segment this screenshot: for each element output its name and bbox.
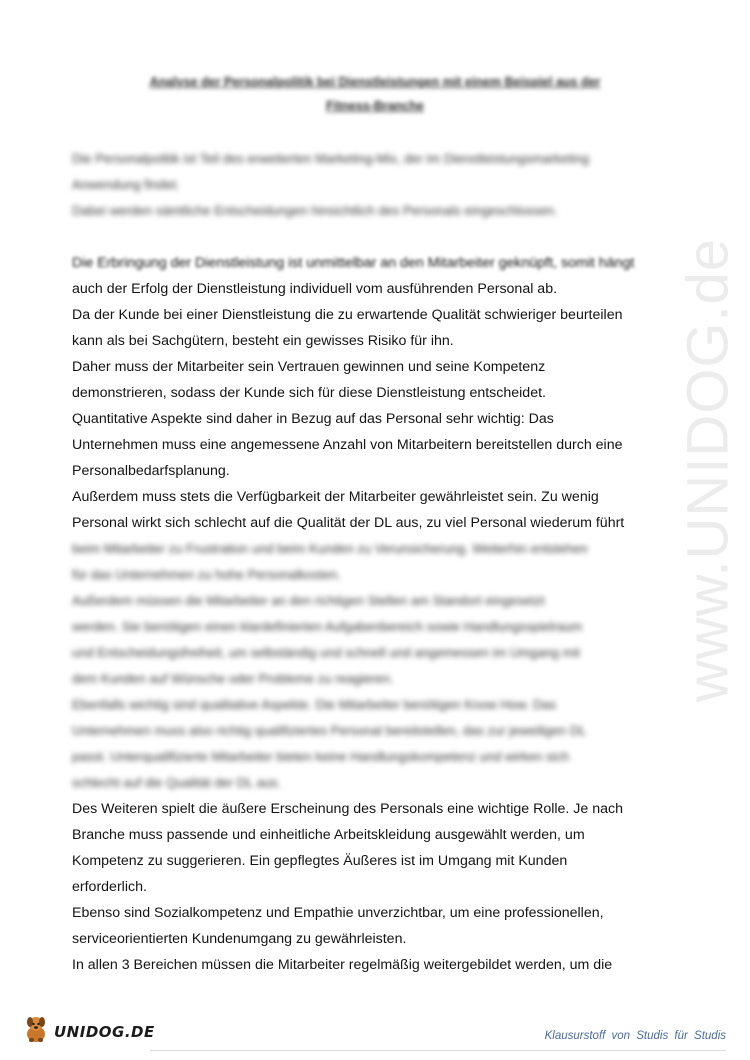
text-line: Unternehmen muss eine angemessene Anzahl von Mitarbeitern bereitstellen durch eine [72, 437, 623, 453]
text-line: Dabei werden sämtliche Entscheidungen hinsichtlich des Personals eingeschlossen. [72, 203, 558, 218]
text-line: und Entscheidungsfreiheit, um selbständig und schnell und angemessen im Umgang mit [72, 645, 581, 660]
watermark-text: www.UNIDOG.de [675, 237, 741, 703]
text-line: Kompetenz zu suggerieren. Ein gepflegtes Äußeres ist im Umgang mit Kunden [72, 853, 568, 869]
text-line: beim Mitarbeiter zu Frustration und beim Kunden zu Verunsicherung. Weiterhin entstehen [72, 541, 588, 556]
text-line: Unternehmen muss also richtig qualifiziertes Personal bereitstellen, das zur jeweiligen DL [72, 723, 587, 738]
text-line: Ebenso sind Sozialkompetenz und Empathie unverzichtbar, um eine professionellen, [72, 905, 604, 921]
logo-text: UNIDOG.DE [54, 1022, 155, 1041]
closing-paragraph [72, 796, 692, 978]
text-line: Außerdem müssen die Mitarbeiter an den richtigen Stellen am Standort eingesetzt [72, 593, 545, 608]
dog-mascot-icon [22, 1014, 50, 1049]
text-line: für das Unternehmen zu hohe Personalkosten. [72, 567, 341, 582]
text-line: kann als bei Sachgütern, besteht ein gewisses Risiko für ihn. [72, 333, 454, 349]
text-line: passt. Unterqualifizierte Mitarbeiter bieten keine Handlungskompetenz und wirken sich [72, 749, 570, 764]
text-line: Daher muss der Mitarbeiter sein Vertrauen gewinnen und seine Kompetenz [72, 359, 546, 375]
footer-divider [150, 1050, 726, 1051]
footer-tagline: Klausurstoff von Studis für Studis [544, 1030, 726, 1042]
text-line: dem Kunden auf Wünsche oder Probleme zu reagieren. [72, 671, 394, 686]
title-line-2: Fitness-Branche [326, 99, 424, 113]
text-line: werden. Sie benötigen einen klardefinierten Aufgabenbereich sowie Handlungsspielraum [72, 619, 583, 634]
text-line: Anwendung findet. [72, 177, 180, 192]
text-line: serviceorientierten Kundenumgang zu gewährleisten. [72, 931, 407, 947]
unidog-logo[interactable] [22, 1014, 155, 1049]
text-line: Personalbedarfsplanung. [72, 463, 230, 479]
text-line: Personal wirkt sich schlecht auf die Qualität der DL aus, zu viel Personal wiederum führt [72, 515, 625, 531]
text-line: Ebenfalls wichtig sind qualitative Aspekte. Die Mitarbeiter benötigen Know How. Das [72, 697, 557, 712]
text-line: Da der Kunde bei einer Dienstleistung die zu erwartende Qualität schwieriger beurteilen [72, 307, 623, 323]
text-line: demonstrieren, sodass der Kunde sich für diese Dienstleistung entscheidet. [72, 385, 546, 401]
text-line: Die Erbringung der Dienstleistung ist unmittelbar an den Mitarbeiter geknüpft, somit hängt [72, 255, 635, 271]
text-line: In allen 3 Bereichen müssen die Mitarbeiter regelmäßig weitergebildet werden, um die [72, 957, 613, 973]
text-line: schlecht auf die Qualität der DL aus. [72, 775, 282, 790]
text-line: Des Weiteren spielt die äußere Erscheinung des Personals eine wichtige Rolle. Je nach [72, 801, 623, 817]
text-line: erforderlich. [72, 879, 147, 895]
document-title [60, 70, 690, 118]
intro-paragraph [72, 146, 692, 224]
body-paragraph-clear [72, 276, 692, 536]
text-line: Außerdem muss stets die Verfügbarkeit der Mitarbeiter gewährleistet sein. Zu wenig [72, 489, 599, 505]
body-paragraph-blurred [72, 536, 692, 796]
first-partial-line [72, 250, 692, 276]
text-line: auch der Erfolg der Dienstleistung individuell vom ausführenden Personal ab. [72, 281, 558, 297]
text-line: Quantitative Aspekte sind daher in Bezug auf das Personal sehr wichtig: Das [72, 411, 554, 427]
text-line: Branche muss passende und einheitliche Arbeitskleidung ausgewählt werden, um [72, 827, 585, 843]
text-line: Die Personalpolitik ist Teil des erweiterten Marketing-Mix, der im Dienstleistungsmarketing [72, 151, 590, 166]
title-line-1: Analyse der Personalpolitik bei Dienstleistungen mit einem Beispiel aus der [149, 75, 601, 89]
